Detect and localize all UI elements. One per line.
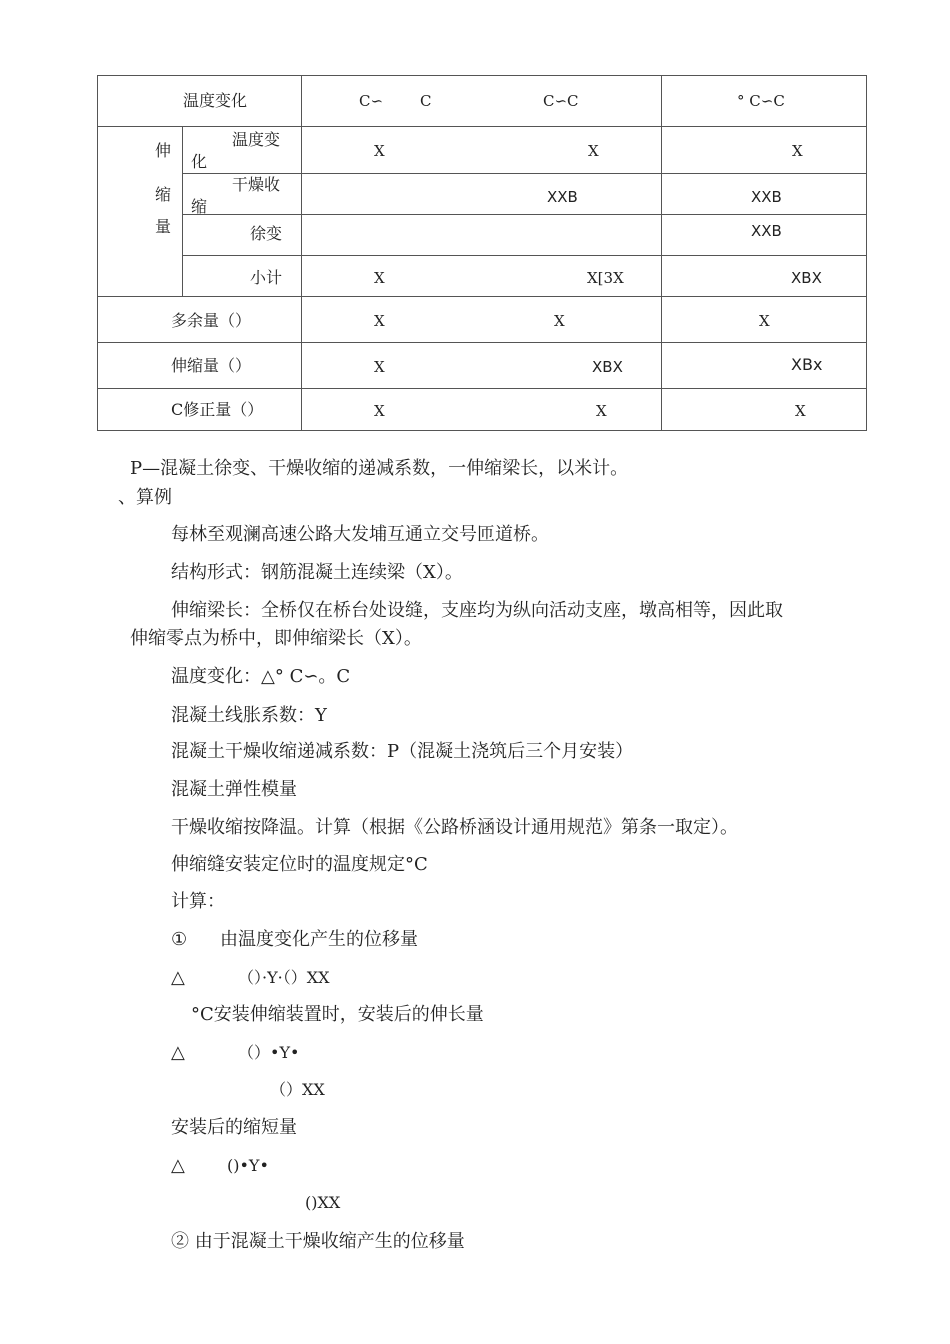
- table-border-left: [97, 75, 98, 431]
- table-row-line: [97, 126, 867, 127]
- table-cell: X: [374, 402, 385, 420]
- table-col-line: [661, 75, 662, 431]
- row-label: 多余量（）: [171, 311, 252, 330]
- row-label: C修正量（）: [171, 400, 264, 419]
- expansion-table: [97, 75, 867, 431]
- header-c1b: C: [420, 92, 432, 110]
- step-title: ② 由于混凝土干燥收缩产生的位移量: [171, 1231, 465, 1252]
- table-cell: X: [374, 269, 385, 287]
- table-group-col-line: [182, 126, 183, 296]
- table-row-line: [97, 296, 867, 297]
- paragraph: 混凝土线胀系数：Y: [171, 705, 327, 726]
- table-cell: XBX: [592, 358, 623, 376]
- row-label: 伸缩量（）: [171, 356, 252, 375]
- paragraph: 伸缩零点为桥中，即伸缩梁长（X）。: [130, 628, 422, 649]
- table-row-line: [97, 388, 867, 389]
- formula: ()XX: [305, 1193, 341, 1212]
- group-label-char: 量: [155, 217, 172, 236]
- row-label: 小计: [250, 268, 283, 287]
- formula: （）·Y·（）XX: [238, 968, 330, 987]
- paragraph: 干燥收缩按降温。计算（根据《公路桥涵设计通用规范》第条一取定）。: [171, 817, 738, 838]
- formula: （）•Y•: [238, 1043, 300, 1062]
- table-col-line: [301, 75, 302, 431]
- table-border-bottom: [97, 430, 867, 431]
- table-cell: X: [374, 358, 385, 376]
- table-cell: X: [374, 312, 385, 330]
- paragraph: 混凝土干燥收缩递减系数：P（混凝土浇筑后三个月安装）: [171, 741, 634, 762]
- table-border-top: [97, 75, 867, 76]
- paragraph: 每林至观澜高速公路大发埔互通立交号匝道桥。: [171, 524, 549, 545]
- table-row-line: [182, 173, 867, 174]
- paragraph: 安装后的缩短量: [171, 1117, 297, 1138]
- paragraph: 结构形式：钢筋混凝土连续梁（X）。: [171, 562, 463, 583]
- table-cell: X: [759, 312, 770, 330]
- table-cell: XXB: [751, 222, 782, 240]
- step-number: ①: [171, 929, 188, 950]
- paragraph: 温度变化：△° C∽。C: [171, 666, 351, 687]
- table-cell: X[3X: [587, 269, 624, 287]
- paragraph: 计算：: [171, 891, 225, 912]
- table-cell: X: [554, 312, 565, 330]
- formula: ()•Y•: [227, 1156, 269, 1175]
- group-label-char: 伸: [155, 141, 172, 160]
- table-cell: X: [588, 142, 599, 160]
- paragraph: 伸缩梁长：全桥仅在桥台处设缝，支座均为纵向活动支座，墩高相等，因此取: [171, 600, 783, 621]
- paragraph: °C安装伸缩装置时，安装后的伸长量: [191, 1004, 484, 1025]
- header-c1a: C∽: [359, 92, 384, 110]
- row-label: 干燥收: [232, 175, 281, 194]
- row-label: 化: [191, 152, 208, 171]
- header-c3: ° C∽C: [737, 92, 785, 110]
- table-cell: X: [596, 402, 607, 420]
- table-cell: XXB: [751, 188, 782, 206]
- delta-symbol: △: [171, 1042, 185, 1063]
- formula: （）XX: [270, 1080, 325, 1099]
- section-heading: 、算例: [118, 487, 172, 508]
- table-row-line: [97, 342, 867, 343]
- table-row-line: [182, 214, 867, 215]
- table-cell: XBx: [791, 355, 823, 374]
- table-cell: X: [795, 402, 806, 420]
- header-label: 温度变化: [183, 91, 248, 110]
- delta-symbol: △: [171, 1155, 185, 1176]
- table-row-line: [182, 255, 867, 256]
- group-label-char: 缩: [155, 185, 172, 204]
- delta-symbol: △: [171, 967, 185, 988]
- row-label: 徐变: [250, 224, 283, 243]
- row-label: 温度变: [232, 130, 281, 149]
- step-title: 由温度变化产生的位移量: [220, 929, 418, 950]
- header-c2: C∽C: [543, 92, 579, 110]
- paragraph: 伸缩缝安装定位时的温度规定°C: [171, 854, 428, 875]
- table-cell: X: [792, 142, 803, 160]
- paragraph: 混凝土弹性模量: [171, 779, 297, 800]
- table-cell: XBX: [791, 269, 822, 287]
- table-border-right: [866, 75, 867, 431]
- table-cell: XXB: [547, 188, 578, 206]
- table-cell: X: [374, 142, 385, 160]
- row-label: 缩: [191, 197, 208, 216]
- coefficient-note: P—混凝土徐变、干燥收缩的递减系数，一伸缩梁长，以米计。: [130, 458, 629, 479]
